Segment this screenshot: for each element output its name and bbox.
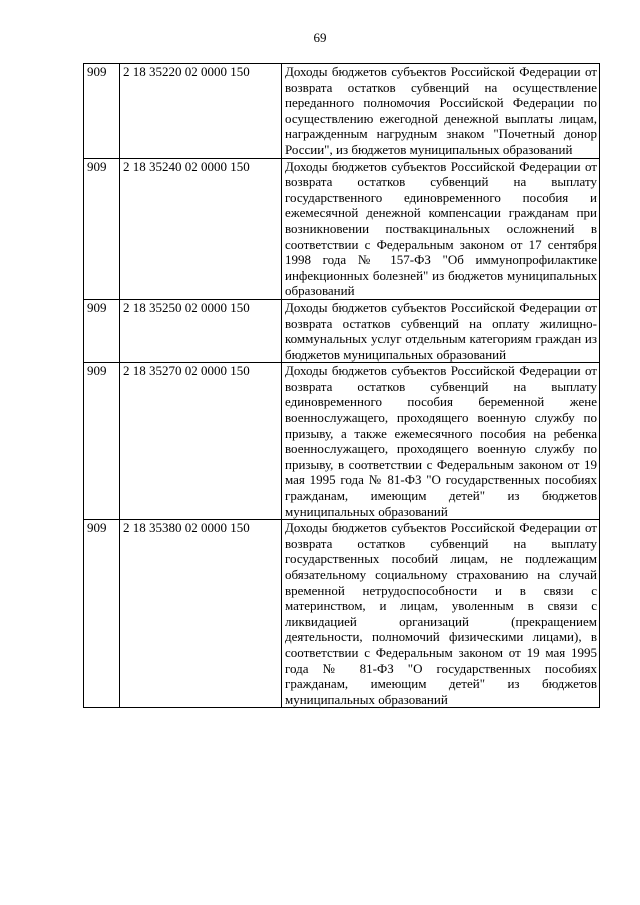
kbk-code-cell: 2 18 35270 02 0000 150	[120, 363, 282, 520]
revenue-name-cell: Доходы бюджетов субъектов Российской Федерации от возврата остатков субвенций на выплату государственных пособий лицам, не подлежащим обязательному социальному страхованию на случай временной нетрудоспособности и в связи с материнством, и лицам, уволенным в связи с ликвидацией организаций (прекращением деятельности, полномочий физическими лицами), в соответствии с Федеральным законом от 19 мая 1995 года № 81-ФЗ "О государственных пособиях гражданам, имеющим детей" из бюджетов муниципальных образований	[282, 520, 600, 708]
admin-code-cell: 909	[84, 363, 120, 520]
revenue-name-cell: Доходы бюджетов субъектов Российской Федерации от возврата остатков субвенций на выплату единовременного пособия беременной жене военнослужащего, проходящего военную службу по призыву, а также ежемесячного пособия на ребенка военнослужащего, проходящего военную службу по призыву, в соответствии с Федеральным законом от 19 мая 1995 года № 81-ФЗ "О государственных пособиях гражданам, имеющим детей" из бюджетов муниципальных образований	[282, 363, 600, 520]
revenue-name-cell: Доходы бюджетов субъектов Российской Федерации от возврата остатков субвенций на оплату жилищно-коммунальных услуг отдельным категориям граждан из бюджетов муниципальных образований	[282, 299, 600, 362]
admin-code-cell: 909	[84, 158, 120, 299]
table-row	[84, 520, 600, 708]
table-row	[84, 64, 600, 159]
revenue-name-cell: Доходы бюджетов субъектов Российской Федерации от возврата остатков субвенций на выплату государственного единовременного пособия и ежемесячной денежной компенсации гражданам при возникновении поствакцинальных осложнений в соответствии с Федеральным законом от 17 сентября 1998 года № 157-ФЗ "Об иммунопрофилактике инфекционных болезней" из бюджетов муниципальных образований	[282, 158, 600, 299]
page-number: 69	[313, 30, 327, 45]
admin-code-cell: 909	[84, 520, 120, 708]
revenue-name-cell: Доходы бюджетов субъектов Российской Федерации от возврата остатков субвенций на осуществление переданного полномочия Российской Федерации по осуществлению ежегодной денежной выплаты лицам, награжденным нагрудным знаком "Почетный донор России", из бюджетов муниципальных образований	[282, 64, 600, 159]
kbk-code-cell: 2 18 35380 02 0000 150	[120, 520, 282, 708]
table-row	[84, 158, 600, 299]
admin-code-cell: 909	[84, 299, 120, 362]
budget-codes-table	[83, 63, 600, 708]
kbk-code-cell: 2 18 35240 02 0000 150	[120, 158, 282, 299]
kbk-code-cell: 2 18 35250 02 0000 150	[120, 299, 282, 362]
admin-code-cell: 909	[84, 64, 120, 159]
table-row	[84, 299, 600, 362]
table-row	[84, 363, 600, 520]
kbk-code-cell: 2 18 35220 02 0000 150	[120, 64, 282, 159]
